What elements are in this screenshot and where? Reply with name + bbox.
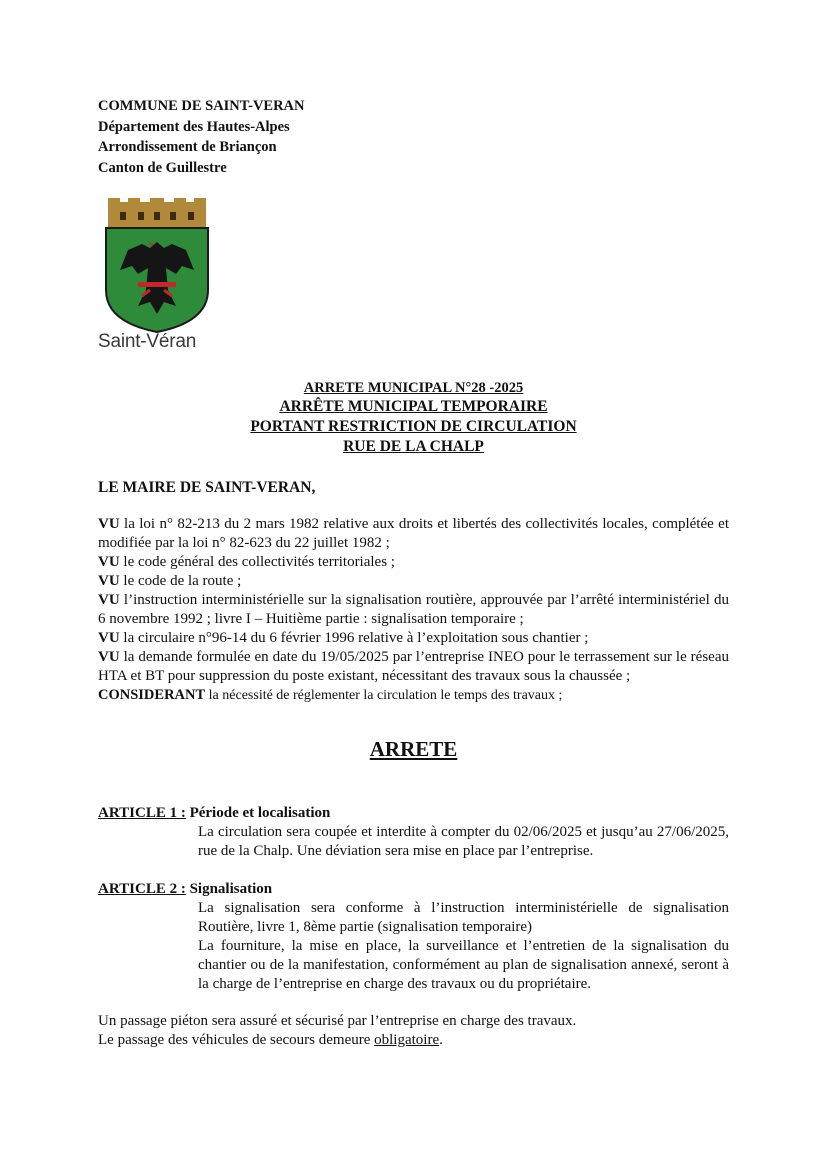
article-2-heading: ARTICLE 2 : Signalisation [98,881,273,897]
letterhead [98,96,729,178]
arrete-heading: ARRETE [369,737,458,761]
arrondissement: Arrondissement de Briançon [98,139,277,155]
vu-item: VU l’instruction interministérielle sur la signalisation routière, approuvée par l’arrêté interministériel du 6 novembre 1992 ; livre I – Huitième partie : signalisation temporaire ; [98,592,729,627]
article-2 [98,880,729,994]
crest-town-name: Saint-Véran [98,331,197,352]
article-1 [98,804,729,861]
mayor-heading: LE MAIRE DE SAINT-VERAN, [98,479,316,496]
considerant-item: CONSIDERANT la nécessité de réglementer la circulation le temps des travaux ; [98,687,563,703]
emergency-note: Le passage des véhicules de secours demeure obligatoire. [98,1032,443,1048]
closing-paragraphs [98,1012,729,1050]
pedestrian-note: Un passage piéton sera assuré et sécurisé par l’entreprise en charge des travaux. [98,1013,577,1029]
considerations [98,515,729,705]
departement: Département des Hautes-Alpes [98,118,290,135]
article-1-body: La circulation sera coupée et interdite à compter du 02/06/2025 et jusqu’au 27/06/2025, rue de la Chalp. Une déviation sera mise en place par l’entreprise. [198,824,729,859]
decree-title-line3: RUE DE LA CHALP [343,438,484,455]
decree-number: ARRETE MUNICIPAL N°28 -2025 [303,380,524,396]
article-1-heading: ARTICLE 1 : Période et localisation [98,805,331,821]
document-page [98,96,729,1048]
article-2-body: La signalisation sera conforme à l’instruction interministérielle de signalisation Routière, livre 1, 8ème partie (signalisation temporaire) La fourniture, la mise en place, la surveillance et l’entretien de la signalisation du chantier ou de la manifestation, conformément au plan de signalisation annexé, seront à la charge de l’entreprise en charge des travaux ou du propriétaire. [198,900,729,992]
decree-title-line1: ARRÊTE MUNICIPAL TEMPORAIRE [279,398,548,415]
decree-titles [98,380,729,457]
canton: Canton de Guillestre [98,159,227,176]
vu-item: VU la loi n° 82-213 du 2 mars 1982 relative aux droits et libertés des collectivités locales, complétée et modifiée par la loi n° 82-623 du 22 juillet 1982 ; [98,516,729,551]
vu-item: VU la circulaire n°96-14 du 6 février 1996 relative à l’exploitation sous chantier ; [98,630,589,646]
commune-name: COMMUNE DE SAINT-VERAN [98,98,305,114]
vu-item: VU le code général des collectivités territoriales ; [98,554,395,570]
vu-item: VU le code de la route ; [98,573,242,589]
vu-item: VU la demande formulée en date du 19/05/2025 par l’entreprise INEO pour le terrassement sur le réseau HTA et BT pour suppression du poste existant, nécessitant des travaux sous la chaussée ; [98,649,729,684]
decree-title-line2: PORTANT RESTRICTION DE CIRCULATION [250,418,577,435]
